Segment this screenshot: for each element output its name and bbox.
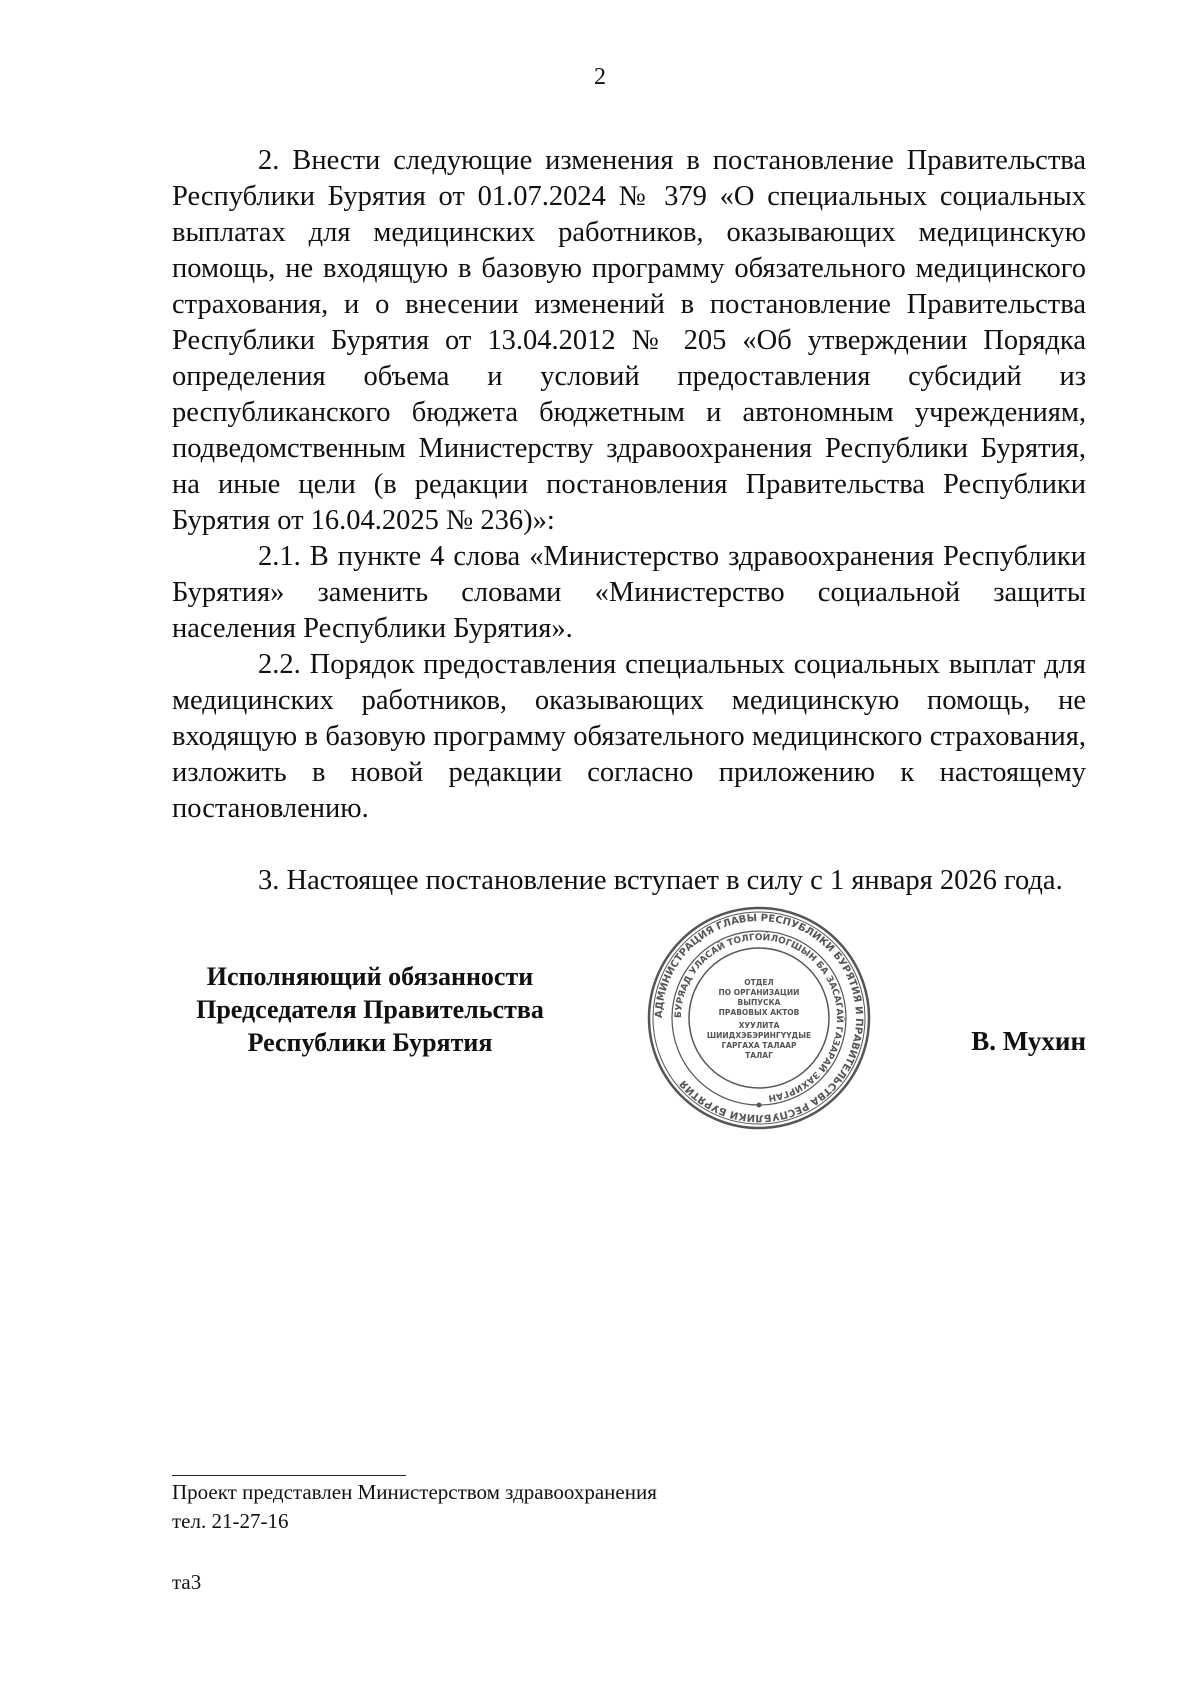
paragraph-2: 2. Внести следующие изменения в постановление Правительства Республики Бурятия от 01.07.2024 № 379 «О специальных социальных выплатах для медицинских работников, оказывающих медицинскую помощь, не входящую в базовую программу обязательного медицинского страхования, и о внесении изменений в постановление Правительства Республики Бурятия от 13.04.2012 № 205 «Об утверждении Порядка определения объема и условий предоставления субсидий из республиканского бюджета бюджетным и автономным учреждениям, подведомственным Министерству здравоохранения Республики Бурятия, на иные цели (в редакции постановления Правительства Республики Бурятия от 16.04.2025 № 236)»:: [172, 145, 1086, 536]
seal-center-line: ТАЛАГ: [745, 1051, 773, 1060]
paragraph-2-1: 2.1. В пункте 4 слова «Министерство здравоохранения Республики Бурятия» заменить словами «Министерство социальной защиты населения Республики Бурятия».: [172, 541, 1086, 644]
paragraph-3: 3. Настоящее постановление вступает в силу с 1 января 2026 года.: [258, 865, 1063, 896]
page-number: 2: [594, 64, 606, 90]
seal-center-line: ХУУЛИТА: [738, 1021, 780, 1030]
signatory-title-line: Председателя Правительства: [196, 995, 544, 1024]
seal-center-line: ШИИДХЭБЭРИНГҮҮДЫЕ: [706, 1031, 812, 1040]
seal-outer-text: АДМИНИСТРАЦИЯ ГЛАВЫ РЕСПУБЛИКИ БУРЯТИЯ И ПРАВИТЕЛЬСТВА РЕСПУБЛИКИ БУРЯТИЯ: [653, 912, 865, 1124]
document-code: та3: [172, 1570, 202, 1594]
signatory-name: В. Мухин: [971, 1026, 1086, 1056]
seal-center-line: ОТДЕЛ: [744, 978, 774, 987]
footnote-line: Проект представлен Министерством здравоохранения: [172, 1480, 657, 1504]
official-seal-stamp: [646, 905, 872, 1131]
signatory-title: [170, 960, 570, 1059]
footnote: [172, 1478, 657, 1536]
seal-inner-text: БУРЯАД УЛАСАЙ ТОЛГОЙЛОГШЫН БА ЗАСАГАЙ ГАЗАРАЙ ЗАХИРГАН: [673, 932, 845, 1103]
signatory-title-line: Исполняющий обязанности: [206, 962, 534, 991]
footnote-divider: [172, 1475, 406, 1476]
document-body: [172, 143, 1086, 899]
seal-center-line: ВЫПУСКА: [737, 998, 781, 1007]
seal-dot: [757, 1103, 762, 1108]
paragraph-2-2: 2.2. Порядок предоставления специальных социальных выплат для медицинских работников, оказывающих медицинскую помощь, не входящую в базовую программу обязательного медицинского страхования, изложить в новой редакции согласно приложению к настоящему постановлению.: [172, 649, 1086, 824]
footnote-line: тел. 21-27-16: [172, 1509, 289, 1533]
signatory-title-line: Республики Бурятия: [247, 1028, 493, 1057]
seal-center-line: ПО ОРГАНИЗАЦИИ: [718, 988, 800, 997]
seal-center-line: ГАРГАХА ТАЛААР: [721, 1041, 797, 1050]
seal-center-line: ПРАВОВЫХ АКТОВ: [718, 1008, 800, 1017]
